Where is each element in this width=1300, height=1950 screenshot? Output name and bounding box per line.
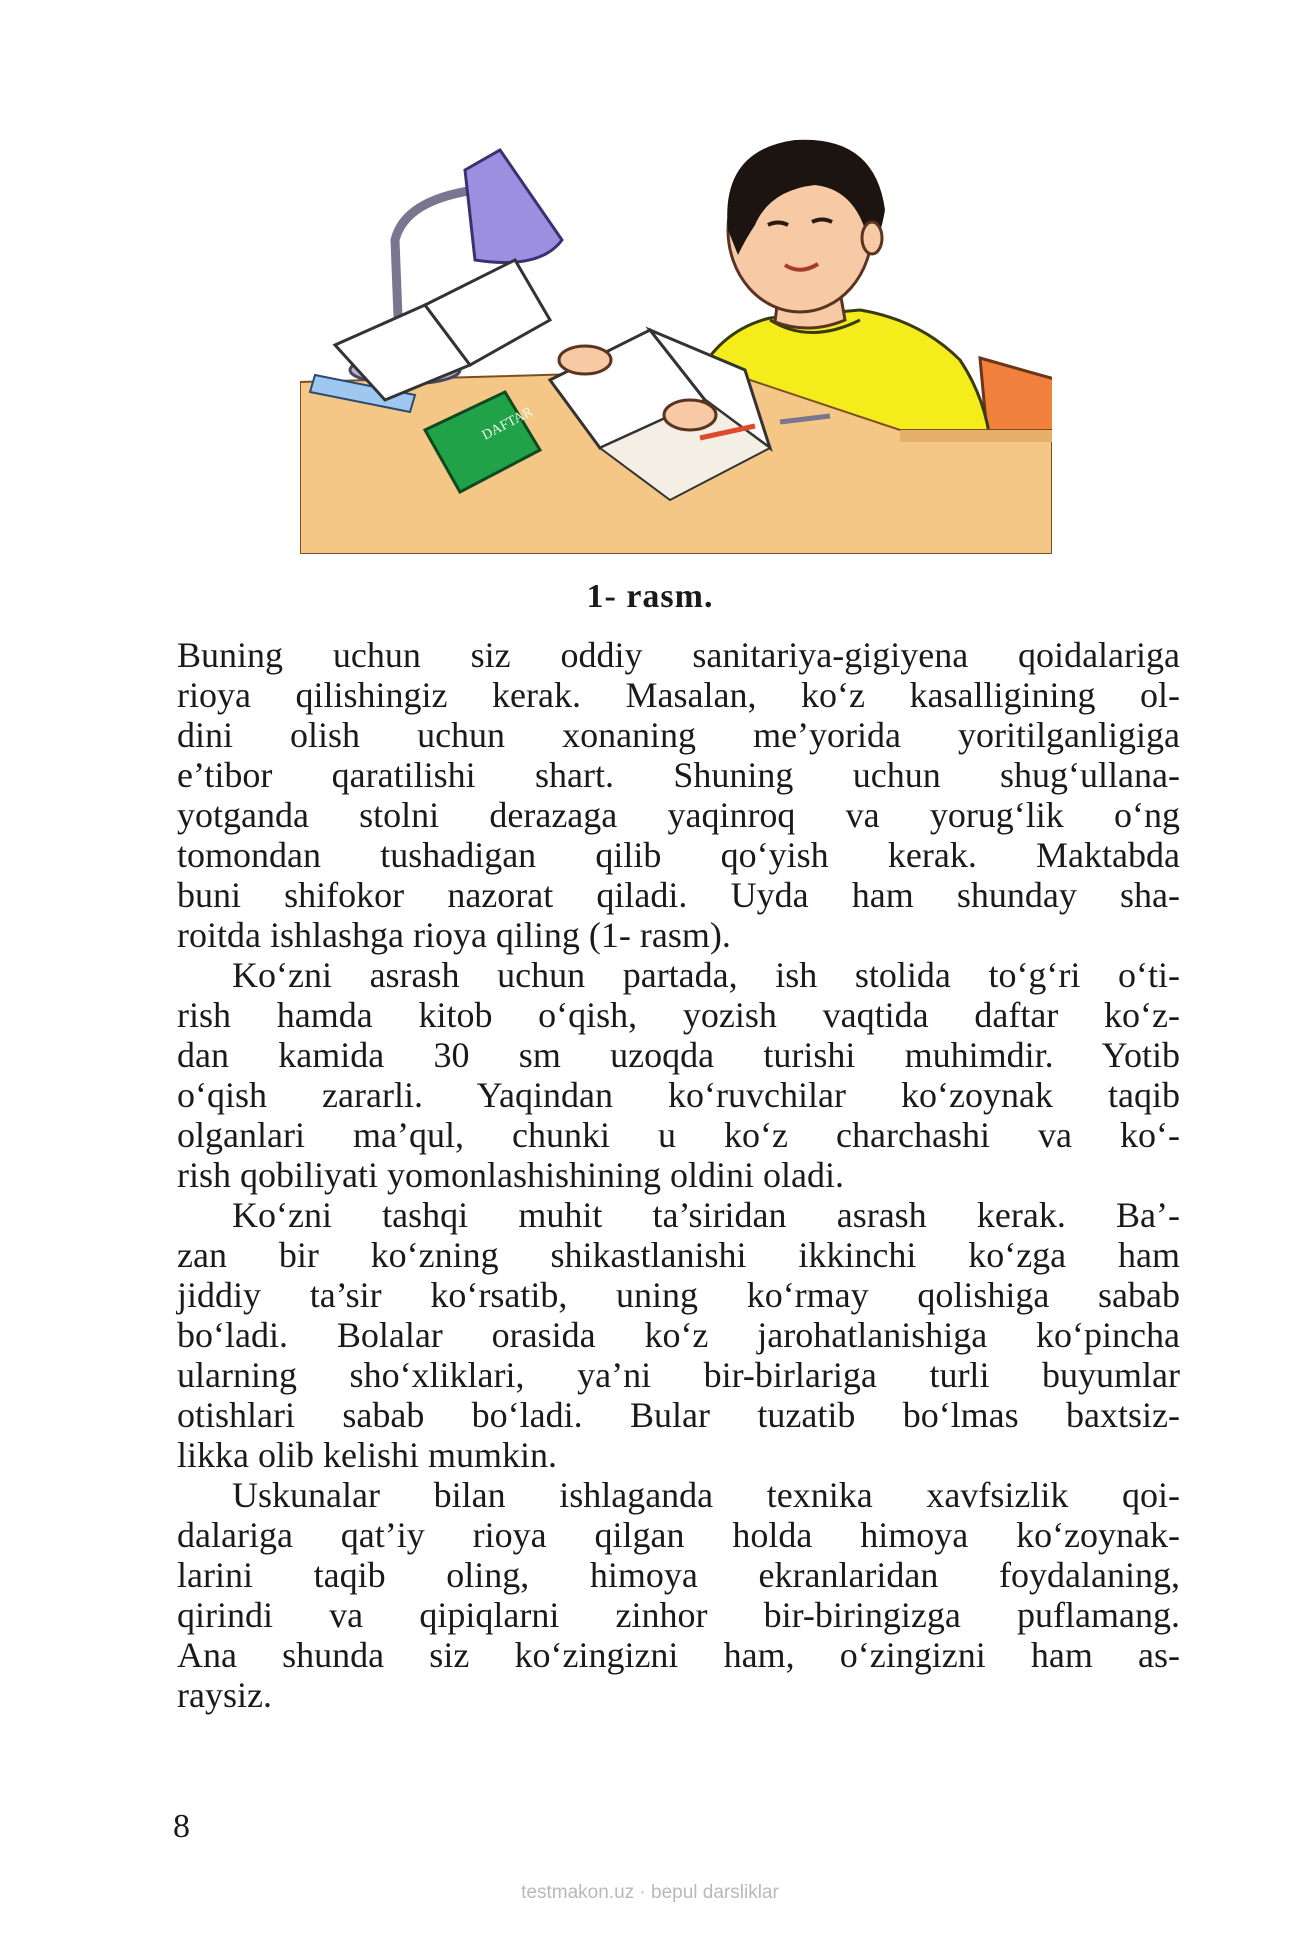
paragraph-line: rish hamda kitob o‘qish, yozish vaqtida daftar ko‘z- xyxy=(177,995,1180,1035)
paragraph-line: dan kamida 30 sm uzoqda turishi muhimdir. Yotib xyxy=(177,1035,1180,1075)
paragraph xyxy=(177,955,1180,1195)
figure-caption: 1- rasm. xyxy=(586,578,714,615)
paragraph-line: qirindi va qipiqlarni zinhor bir-biringizga puflamang. xyxy=(177,1595,1180,1635)
paragraph xyxy=(177,635,1180,955)
paragraph-line: o‘qish zararli. Yaqindan ko‘ruvchilar ko‘zoynak taqib xyxy=(177,1075,1180,1115)
body-text xyxy=(177,635,1180,1715)
paragraph-line: Uskunalar bilan ishlaganda texnika xavfsizlik qoi- xyxy=(232,1475,1180,1515)
paragraph-line: larini taqib oling, himoya ekranlaridan foydalaning, xyxy=(177,1555,1180,1595)
paragraph-line: dalariga qat’iy rioya qilgan holda himoya ko‘zoynak- xyxy=(177,1515,1180,1555)
paragraph-line: buni shifokor nazorat qiladi. Uyda ham shunday sha- xyxy=(177,875,1180,915)
paragraph-line: e’tibor qaratilishi shart. Shuning uchun shug‘ullana- xyxy=(177,755,1180,795)
paragraph-line: rioya qilishingiz kerak. Masalan, ko‘z kasalligining ol- xyxy=(177,675,1180,715)
paragraph-line: raysiz. xyxy=(177,1675,272,1715)
paragraph-line: dini olish uchun xonaning me’yorida yoritilganligiga xyxy=(177,715,1180,755)
paragraph-line: yotganda stolni derazaga yaqinroq va yorug‘lik o‘ng xyxy=(177,795,1180,835)
paragraph-line: Ana shunda siz ko‘zingizni ham, o‘zingizni ham as- xyxy=(177,1635,1180,1675)
paragraph-line: olganlari ma’qul, chunki u ko‘z charchashi va ko‘- xyxy=(177,1115,1180,1155)
page-number: 8 xyxy=(173,1808,190,1845)
paragraph-line: jiddiy ta’sir ko‘rsatib, uning ko‘rmay qolishiga sabab xyxy=(177,1275,1180,1315)
paragraph xyxy=(177,1475,1180,1715)
watermark: testmakon.uz · bepul darsliklar xyxy=(521,1882,779,1903)
paragraph-line: rish qobiliyati yomonlashishining oldini oladi. xyxy=(177,1155,844,1195)
paragraph-line: tomondan tushadigan qilib qo‘yish kerak. Maktabda xyxy=(177,835,1180,875)
paragraph-line: Ko‘zni asrash uchun partada, ish stolida to‘g‘ri o‘ti- xyxy=(232,955,1180,995)
boy-reading-illustration xyxy=(300,130,1052,554)
paragraph-line: zan bir ko‘zning shikastlanishi ikkinchi ko‘zga ham xyxy=(177,1235,1180,1275)
paragraph-line: Ko‘zni tashqi muhit ta’siridan asrash kerak. Ba’- xyxy=(232,1195,1180,1235)
paragraph-line: ularning sho‘xliklari, ya’ni bir-birlariga turli buyumlar xyxy=(177,1355,1180,1395)
paragraph-line: Buning uchun siz oddiy sanitariya-gigiyena qoidalariga xyxy=(177,635,1180,675)
paragraph xyxy=(177,1195,1180,1475)
paragraph-line: otishlari sabab bo‘ladi. Bular tuzatib bo‘lmas baxtsiz- xyxy=(177,1395,1180,1435)
illustration-svg xyxy=(300,130,1052,554)
paragraph-line: roitda ishlashga rioya qiling (1- rasm). xyxy=(177,915,731,955)
paragraph-line: bo‘ladi. Bolalar orasida ko‘z jarohatlanishiga ko‘pincha xyxy=(177,1315,1180,1355)
paragraph-line: likka olib kelishi mumkin. xyxy=(177,1435,557,1475)
notebook-cover-text: DAFTAR xyxy=(479,404,536,444)
